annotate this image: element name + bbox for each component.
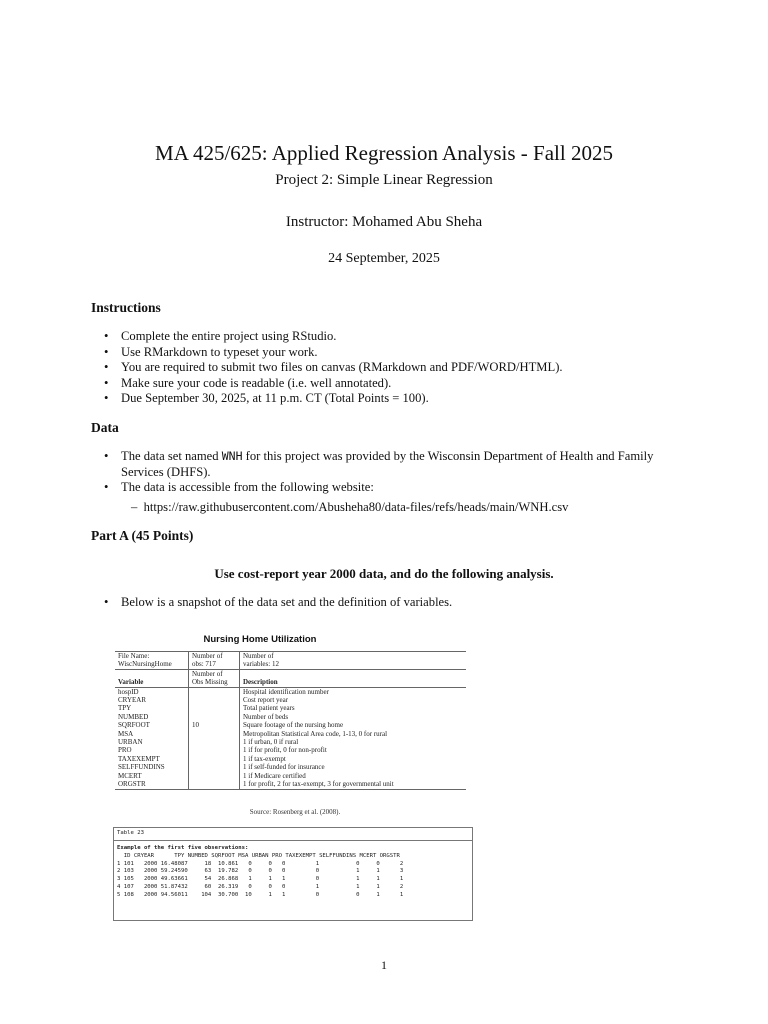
list-item: • Complete the entire project using RStudio. xyxy=(91,329,691,345)
variables-table xyxy=(115,651,466,790)
observations-table xyxy=(113,827,473,921)
table-title: Example of the first five observations: xyxy=(117,845,249,851)
instructions-list xyxy=(91,329,691,407)
variable-description: 1 if for profit, 0 for non-profit xyxy=(240,746,467,754)
missing-count xyxy=(189,730,240,738)
table-row xyxy=(115,746,466,754)
table-row xyxy=(115,687,466,696)
part-a-instruction: Use cost-report year 2000 data, and do the following analysis. xyxy=(214,566,554,581)
list-item: • Use RMarkdown to typeset your work. xyxy=(91,345,691,361)
missing-count xyxy=(189,713,240,721)
part-a-heading: Part A (45 Points) xyxy=(91,528,194,543)
table-row xyxy=(115,780,466,789)
table-row: 3 105 2000 49.63661 54 26.868 1 1 1 0 1 1 1 xyxy=(117,876,404,883)
data-url-item: – https://raw.githubusercontent.com/Abusheha80/data-files/refs/heads/main/WNH.csv xyxy=(131,500,569,514)
table-row xyxy=(115,696,466,704)
variable-description: 1 if urban, 0 if rural xyxy=(240,738,467,746)
variable-description: 1 if Medicare certified xyxy=(240,772,467,780)
num-vars-label: Number of xyxy=(240,652,467,661)
list-item: • Due September 30, 2025, at 11 p.m. CT (Total Points = 100). xyxy=(91,391,691,407)
variable-description: Total patient years xyxy=(240,704,467,712)
table-row xyxy=(115,772,466,780)
variable-name: NUMBED xyxy=(118,712,149,721)
missing-count xyxy=(189,746,240,754)
variable-name: MSA xyxy=(118,729,134,738)
table-row xyxy=(115,704,466,712)
list-item: • Make sure your code is readable (i.e. well annotated). xyxy=(91,376,691,392)
num-vars: variables: 12 xyxy=(240,660,467,669)
instructor-line: Instructor: Mohamed Abu Sheha xyxy=(285,214,483,230)
table-header-row xyxy=(115,678,466,687)
variable-name: MCERT xyxy=(118,771,142,780)
table-row: 2 103 2000 59.24590 63 19.782 0 0 0 0 1 1 3 xyxy=(117,868,404,875)
variable-description: Number of beds xyxy=(240,713,467,721)
table-row xyxy=(115,763,466,771)
variable-description: Cost report year xyxy=(240,696,467,704)
table-row xyxy=(115,669,466,678)
missing-count xyxy=(189,738,240,746)
variable-description: Square footage of the nursing home xyxy=(240,721,467,729)
table-row xyxy=(115,738,466,746)
table-row xyxy=(115,755,466,763)
document-subtitle: Project 2: Simple Linear Regression xyxy=(275,172,493,188)
missing-count xyxy=(189,755,240,763)
missing-count xyxy=(189,687,240,696)
file-name: WiscNursingHome xyxy=(118,660,172,669)
variable-name: URBAN xyxy=(118,738,143,747)
variable-name: SELFFUNDINS xyxy=(118,763,165,772)
dataset-code: WNH xyxy=(221,449,243,463)
part-a-list xyxy=(91,595,691,611)
table-row: 1 101 2000 16.48087 18 10.861 0 0 0 1 0 0 2 xyxy=(117,860,404,867)
variable-description: 1 if tax-exempt xyxy=(240,755,467,763)
data-list xyxy=(91,449,691,496)
list-item: • The data is accessible from the following website: xyxy=(91,480,691,496)
variable-name: TAXEXEMPT xyxy=(118,754,160,763)
data-url: https://raw.githubusercontent.com/Abusheha80/data-files/refs/heads/main/WNH.csv xyxy=(143,500,569,514)
variable-name: PRO xyxy=(118,746,132,755)
page-number: 1 xyxy=(381,958,387,972)
table-row xyxy=(115,652,466,661)
col-variable: Variable xyxy=(115,678,189,687)
missing-count xyxy=(189,763,240,771)
missing-count xyxy=(189,772,240,780)
observations-text xyxy=(117,845,403,900)
text: for this project was provided by the Wisconsin Department of Health and Family Services (DHFS). xyxy=(121,449,654,479)
missing-label: Number of xyxy=(189,669,240,678)
num-obs: obs: 717 xyxy=(189,660,240,669)
text: The data set named xyxy=(121,449,222,463)
document-date: 24 September, 2025 xyxy=(328,251,440,266)
variable-name: SQRFOOT xyxy=(118,721,150,730)
variable-name: TPY xyxy=(118,704,132,713)
variable-name: CRYEAR xyxy=(118,696,147,705)
variable-description: 1 for profit, 2 for tax-exempt, 3 for governmental unit xyxy=(240,780,467,789)
variable-description: 1 if self-funded for insurance xyxy=(240,763,467,771)
instructions-heading: Instructions xyxy=(91,300,161,315)
figure-title: Nursing Home Utilization xyxy=(203,634,317,645)
variable-name: ORGSTR xyxy=(115,780,189,789)
figure-source: Source: Rosenberg et al. (2008). xyxy=(249,808,341,816)
table-row: 4 107 2000 51.87432 60 26.319 0 0 0 1 1 1 2 xyxy=(117,883,404,890)
table-row xyxy=(115,730,466,738)
variable-name: hospID xyxy=(118,687,139,696)
list-item xyxy=(91,449,691,480)
table-row xyxy=(115,660,466,669)
table-row xyxy=(115,721,466,729)
variable-description: Metropolitan Statistical Area code, 1-13, 0 for rural xyxy=(240,730,467,738)
list-item: • You are required to submit two files on canvas (RMarkdown and PDF/WORD/HTML). xyxy=(91,360,691,376)
table-row: 5 108 2000 94.56011 104 30.700 10 1 1 0 0 1 1 xyxy=(117,891,404,898)
missing-count xyxy=(189,780,240,789)
num-obs-label: Number of xyxy=(189,652,240,661)
table-row xyxy=(115,713,466,721)
col-description: Description xyxy=(240,678,467,687)
document-title: MA 425/625: Applied Regression Analysis - Fall 2025 xyxy=(155,141,613,165)
divider xyxy=(114,840,472,841)
file-name-label: File Name: xyxy=(115,652,189,661)
missing-count: 10 xyxy=(189,721,240,729)
table-caption: Table 23 xyxy=(117,830,144,836)
missing-count xyxy=(189,704,240,712)
table-header: ID CRYEAR TPY NUMBED SQRFOOT MSA URBAN PRO TAXEXEMPT SELFFUNDINS MCERT ORGSTR xyxy=(123,852,400,859)
missing-count xyxy=(189,696,240,704)
variable-description: Hospital identification number xyxy=(240,687,467,696)
data-heading: Data xyxy=(91,420,119,435)
list-item: • Below is a snapshot of the data set and the definition of variables. xyxy=(91,595,691,611)
col-missing: Obs Missing xyxy=(189,678,240,687)
